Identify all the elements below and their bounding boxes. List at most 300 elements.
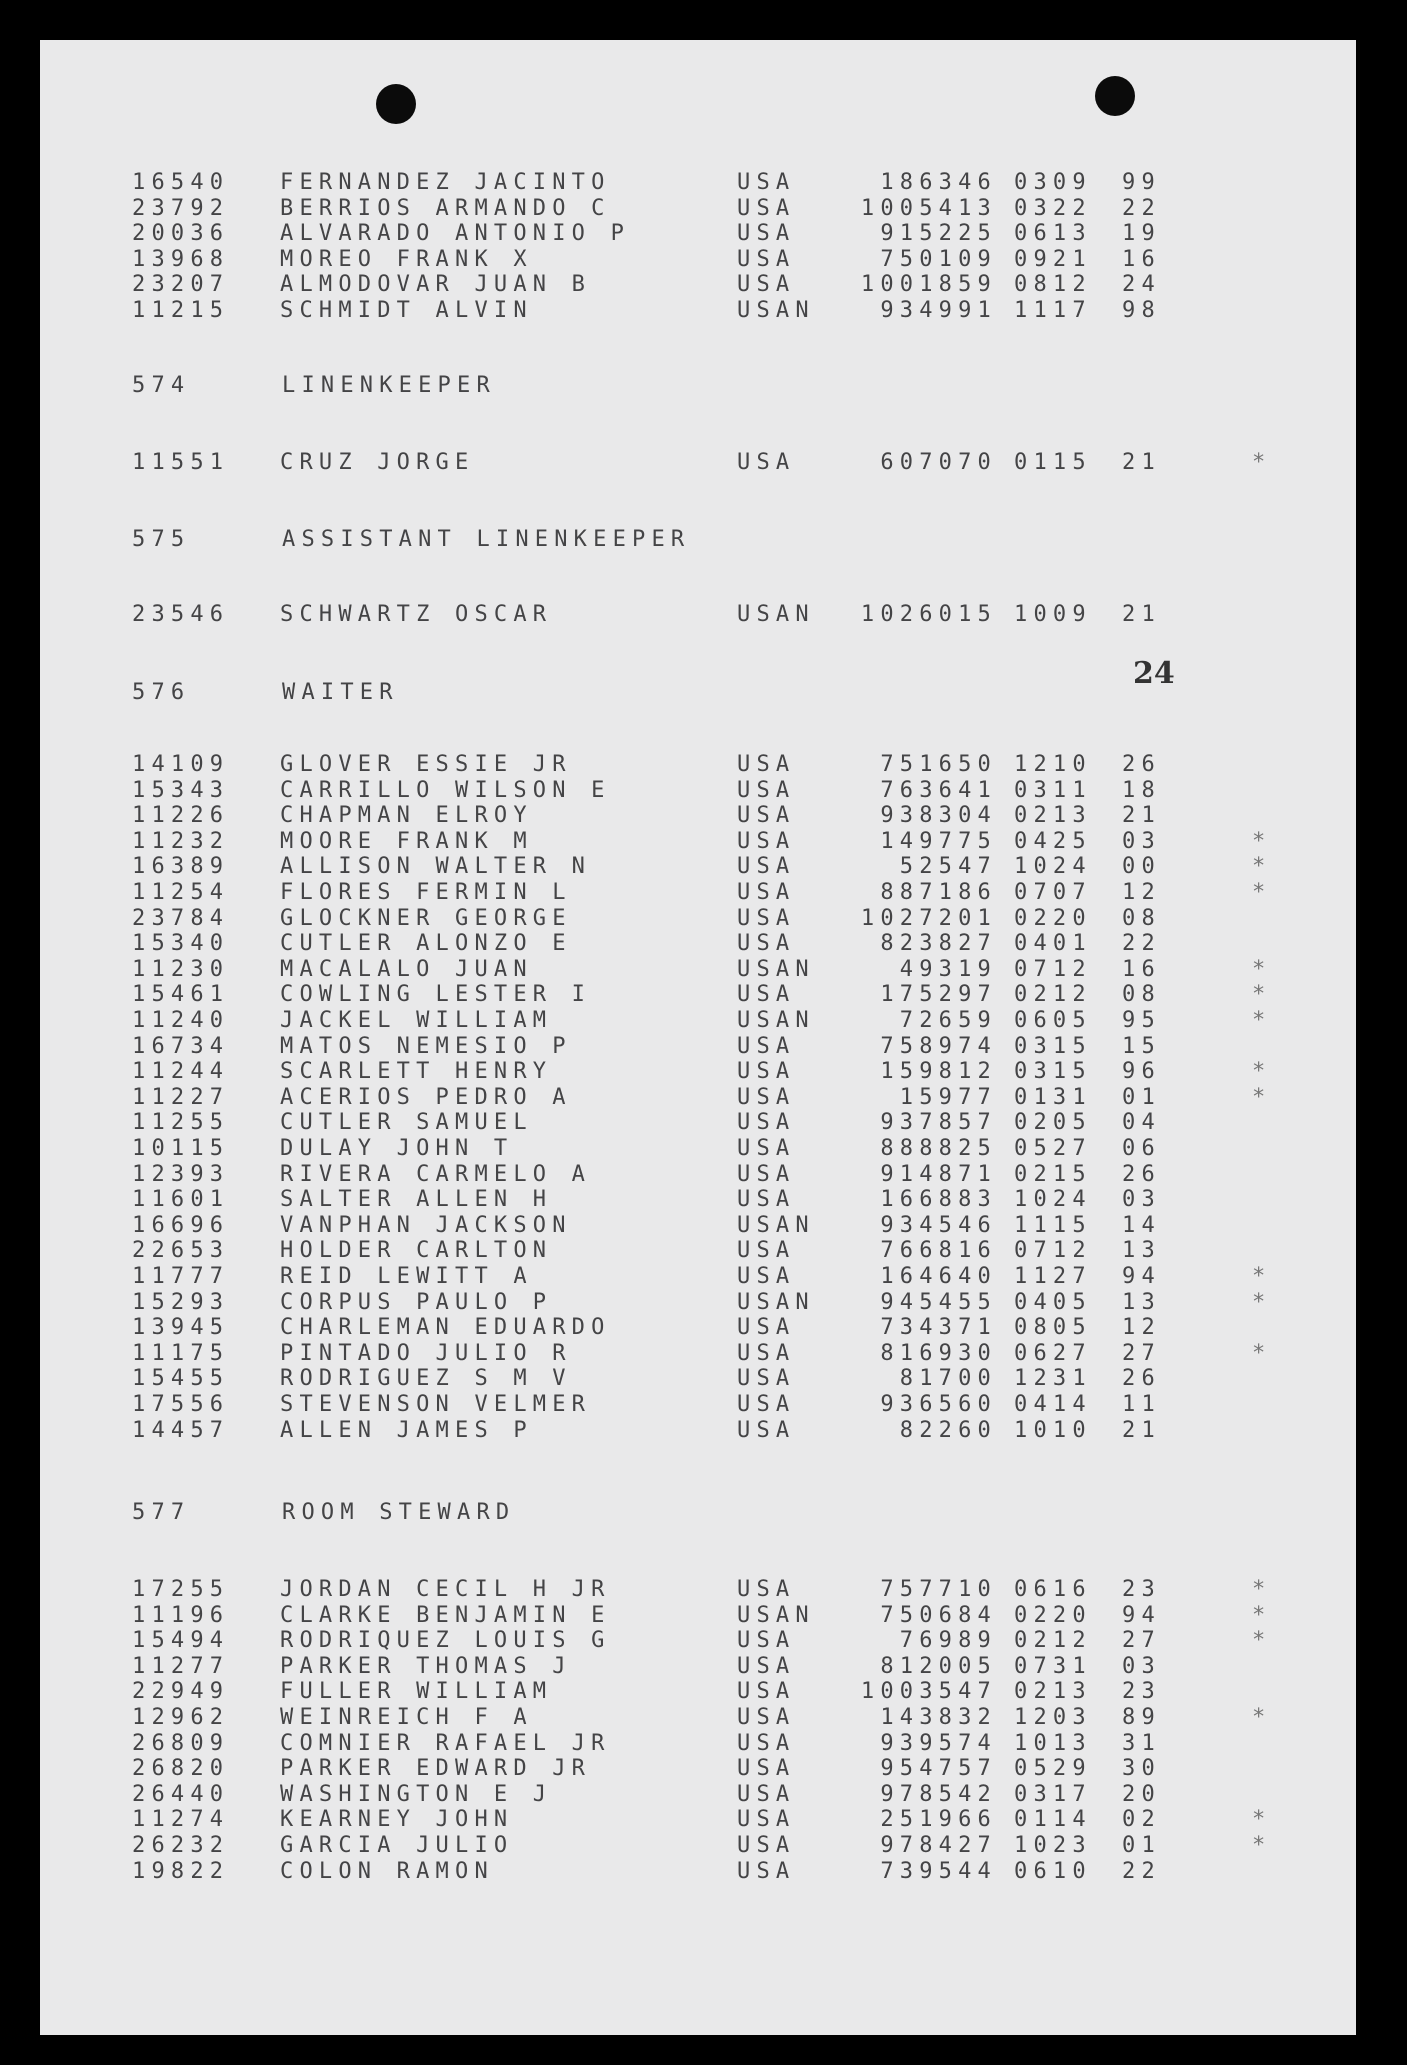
asterisk-mark: *	[1252, 854, 1272, 880]
section-code: 577	[132, 1500, 191, 1525]
document-number: 149775	[880, 828, 997, 854]
age-code: 15	[1122, 1033, 1161, 1059]
crew-id: 26809	[132, 1730, 230, 1756]
document-number: 186346	[880, 170, 997, 195]
crew-id: 17556	[132, 1392, 230, 1417]
crew-id: 11232	[132, 828, 230, 854]
crew-name: KEARNEY JOHN	[280, 1807, 514, 1833]
crew-name: COMNIER RAFAEL JR	[280, 1730, 611, 1756]
crew-name: SCHWARTZ OSCAR	[280, 602, 553, 627]
citizenship: USA	[737, 1653, 796, 1679]
date-code: 1024	[1014, 1187, 1092, 1213]
asterisk-mark: *	[1252, 828, 1272, 854]
section-code: 574	[132, 373, 191, 398]
date-code: 0712	[1014, 1238, 1092, 1264]
age-code: 04	[1122, 1110, 1161, 1136]
section-code: 576	[132, 680, 191, 705]
document-number: 607070	[880, 450, 997, 475]
document-number: 750109	[880, 246, 997, 272]
document-number: 812005	[880, 1653, 997, 1679]
date-code: 0131	[1014, 1084, 1092, 1110]
crew-id: 14457	[132, 1417, 230, 1443]
asterisk-mark: *	[1252, 880, 1272, 905]
age-code: 01	[1122, 1084, 1161, 1110]
crew-id: 15461	[132, 982, 230, 1008]
age-code: 13	[1122, 1238, 1161, 1264]
crew-name: SCARLETT HENRY	[280, 1059, 553, 1085]
date-code: 1013	[1014, 1730, 1092, 1756]
citizenship: USA	[737, 880, 796, 905]
crew-id: 10115	[132, 1136, 230, 1161]
crew-name: COLON RAMON	[280, 1858, 494, 1884]
crew-name: CRUZ JORGE	[280, 450, 475, 475]
asterisk-mark: *	[1252, 450, 1272, 475]
crew-id: 11240	[132, 1008, 230, 1033]
citizenship: USA	[737, 1781, 796, 1807]
date-code: 0414	[1014, 1392, 1092, 1417]
document-number: 49319	[899, 956, 997, 982]
crew-name: FERNANDEZ JACINTO	[280, 170, 611, 195]
crew-id: 11226	[132, 803, 230, 829]
citizenship: USA	[737, 1807, 796, 1833]
date-code: 1024	[1014, 854, 1092, 880]
date-code: 0613	[1014, 221, 1092, 247]
citizenship: USA	[737, 1628, 796, 1654]
section-title: ROOM STEWARD	[282, 1500, 516, 1525]
crew-id: 14109	[132, 752, 230, 777]
document-page	[40, 40, 1356, 2035]
document-number: 954757	[880, 1756, 997, 1782]
age-code: 03	[1122, 828, 1161, 854]
crew-id: 11227	[132, 1084, 230, 1110]
crew-id: 11551	[132, 450, 230, 475]
section-header-576	[132, 680, 399, 706]
crew-id: 12393	[132, 1161, 230, 1187]
citizenship: USA	[737, 905, 796, 931]
crew-name: VANPHAN JACKSON	[280, 1212, 572, 1238]
asterisk-mark: *	[1252, 982, 1272, 1008]
date-code: 0212	[1014, 982, 1092, 1008]
date-code: 0529	[1014, 1756, 1092, 1782]
document-number: 1026015	[860, 602, 997, 627]
crew-name: FLORES FERMIN L	[280, 880, 572, 905]
citizenship: USA	[737, 170, 796, 195]
document-number: 766816	[880, 1238, 997, 1264]
date-code: 1117	[1014, 298, 1092, 323]
date-code: 0311	[1014, 777, 1092, 803]
crew-id: 11777	[132, 1264, 230, 1289]
document-number: 1027201	[860, 905, 997, 931]
crew-name: MOORE FRANK M	[280, 828, 533, 854]
age-code: 31	[1122, 1730, 1161, 1756]
document-number: 159812	[880, 1059, 997, 1085]
date-code: 0707	[1014, 880, 1092, 905]
age-code: 24	[1122, 272, 1161, 298]
asterisk-mark: *	[1252, 1340, 1272, 1366]
document-number: 914871	[880, 1161, 997, 1187]
date-code: 1023	[1014, 1833, 1092, 1858]
date-code: 0212	[1014, 1628, 1092, 1654]
crew-name: CUTLER SAMUEL	[280, 1110, 533, 1136]
crew-id: 11215	[132, 298, 230, 323]
crew-name: SALTER ALLEN H	[280, 1187, 553, 1213]
citizenship: USA	[737, 1264, 796, 1289]
crew-name: JORDAN CECIL H JR	[280, 1577, 611, 1602]
crew-name: ACERIOS PEDRO A	[280, 1084, 572, 1110]
date-code: 0315	[1014, 1059, 1092, 1085]
citizenship: USA	[737, 1084, 796, 1110]
age-code: 03	[1122, 1187, 1161, 1213]
page-number: 24	[1133, 656, 1175, 691]
document-number: 734371	[880, 1315, 997, 1341]
document-number: 15977	[899, 1084, 997, 1110]
crew-name: BERRIOS ARMANDO C	[280, 195, 611, 221]
citizenship: USA	[737, 1136, 796, 1161]
citizenship: USA	[737, 1577, 796, 1602]
asterisk-mark: *	[1252, 1602, 1272, 1628]
asterisk-mark: *	[1252, 1289, 1272, 1315]
age-code: 26	[1122, 752, 1161, 777]
crew-name: MOREO FRANK X	[280, 246, 533, 272]
crew-id: 15343	[132, 777, 230, 803]
citizenship: USA	[737, 195, 796, 221]
citizenship: USA	[737, 854, 796, 880]
crew-name: HOLDER CARLTON	[280, 1238, 553, 1264]
date-code: 0610	[1014, 1858, 1092, 1884]
crew-name: WASHINGTON E J	[280, 1781, 553, 1807]
document-number: 934546	[880, 1212, 997, 1238]
date-code: 0527	[1014, 1136, 1092, 1161]
crew-id: 22949	[132, 1679, 230, 1705]
date-code: 0605	[1014, 1008, 1092, 1033]
crew-name: JACKEL WILLIAM	[280, 1008, 553, 1033]
citizenship: USA	[737, 1858, 796, 1884]
citizenship: USA	[737, 1705, 796, 1730]
date-code: 0317	[1014, 1781, 1092, 1807]
section-header-575	[132, 527, 691, 553]
crew-id: 11255	[132, 1110, 230, 1136]
crew-name: ALMODOVAR JUAN B	[280, 272, 592, 298]
document-number: 938304	[880, 803, 997, 829]
document-number: 72659	[899, 1008, 997, 1033]
citizenship: USA	[737, 1161, 796, 1187]
date-code: 0213	[1014, 803, 1092, 829]
asterisk-mark: *	[1252, 1084, 1272, 1110]
date-code: 0220	[1014, 1602, 1092, 1628]
date-code: 0322	[1014, 195, 1092, 221]
citizenship: USAN	[737, 298, 815, 323]
citizenship: USA	[737, 752, 796, 777]
crew-id: 20036	[132, 221, 230, 247]
crew-name: ALLEN JAMES P	[280, 1417, 533, 1443]
citizenship: USA	[737, 246, 796, 272]
citizenship: USA	[737, 450, 796, 475]
citizenship: USA	[737, 1679, 796, 1705]
document-number: 143832	[880, 1705, 997, 1730]
citizenship: USAN	[737, 1212, 815, 1238]
crew-name: CARRILLO WILSON E	[280, 777, 611, 803]
document-number: 757710	[880, 1577, 997, 1602]
document-number: 888825	[880, 1136, 997, 1161]
document-number: 1001859	[860, 272, 997, 298]
age-code: 23	[1122, 1577, 1161, 1602]
citizenship: USA	[737, 1238, 796, 1264]
age-code: 14	[1122, 1212, 1161, 1238]
citizenship: USA	[737, 982, 796, 1008]
age-code: 96	[1122, 1059, 1161, 1085]
citizenship: USA	[737, 1756, 796, 1782]
age-code: 26	[1122, 1366, 1161, 1392]
document-number: 751650	[880, 752, 997, 777]
age-code: 98	[1122, 298, 1161, 323]
age-code: 30	[1122, 1756, 1161, 1782]
crew-name: GARCIA JULIO	[280, 1833, 514, 1858]
document-number: 978427	[880, 1833, 997, 1858]
asterisk-mark: *	[1252, 1833, 1272, 1858]
crew-id: 11277	[132, 1653, 230, 1679]
age-code: 22	[1122, 1858, 1161, 1884]
age-code: 19	[1122, 221, 1161, 247]
crew-id: 16540	[132, 170, 230, 195]
document-number: 164640	[880, 1264, 997, 1289]
age-code: 12	[1122, 1315, 1161, 1341]
age-code: 89	[1122, 1705, 1161, 1730]
document-number: 750684	[880, 1602, 997, 1628]
crew-name: PARKER EDWARD JR	[280, 1756, 592, 1782]
citizenship: USAN	[737, 602, 815, 627]
date-code: 0115	[1014, 450, 1092, 475]
document-number: 978542	[880, 1781, 997, 1807]
crew-id: 11254	[132, 880, 230, 905]
section-header-574	[132, 373, 496, 399]
document-number: 939574	[880, 1730, 997, 1756]
age-code: 95	[1122, 1008, 1161, 1033]
crew-name: PINTADO JULIO R	[280, 1340, 572, 1366]
age-code: 06	[1122, 1136, 1161, 1161]
document-number: 758974	[880, 1033, 997, 1059]
crew-name: GLOVER ESSIE JR	[280, 752, 572, 777]
crew-id: 16389	[132, 854, 230, 880]
crew-name: GLOCKNER GEORGE	[280, 905, 572, 931]
age-code: 99	[1122, 170, 1161, 195]
crew-id: 19822	[132, 1858, 230, 1884]
age-code: 16	[1122, 956, 1161, 982]
date-code: 1231	[1014, 1366, 1092, 1392]
age-code: 13	[1122, 1289, 1161, 1315]
date-code: 0921	[1014, 246, 1092, 272]
age-code: 21	[1122, 450, 1161, 475]
crew-name: MATOS NEMESIO P	[280, 1033, 572, 1059]
date-code: 1115	[1014, 1212, 1092, 1238]
crew-name: CLARKE BENJAMIN E	[280, 1602, 611, 1628]
section-title: ASSISTANT LINENKEEPER	[282, 527, 691, 552]
crew-name: ALVARADO ANTONIO P	[280, 221, 631, 247]
crew-id: 16734	[132, 1033, 230, 1059]
crew-id: 23207	[132, 272, 230, 298]
section-code: 575	[132, 527, 191, 552]
punch-hole-right	[1095, 76, 1135, 116]
crew-name: CUTLER ALONZO E	[280, 931, 572, 957]
document-number: 81700	[899, 1366, 997, 1392]
date-code: 1010	[1014, 1417, 1092, 1443]
date-code: 1009	[1014, 602, 1092, 627]
citizenship: USA	[737, 931, 796, 957]
document-number: 823827	[880, 931, 997, 957]
age-code: 21	[1122, 602, 1161, 627]
age-code: 01	[1122, 1833, 1161, 1858]
asterisk-mark: *	[1252, 1705, 1272, 1730]
age-code: 03	[1122, 1653, 1161, 1679]
crew-name: PARKER THOMAS J	[280, 1653, 572, 1679]
document-number: 82260	[899, 1417, 997, 1443]
asterisk-mark: *	[1252, 1628, 1272, 1654]
citizenship: USA	[737, 1417, 796, 1443]
crew-name: CORPUS PAULO P	[280, 1289, 553, 1315]
document-number: 1003547	[860, 1679, 997, 1705]
crew-id: 17255	[132, 1577, 230, 1602]
crew-id: 26440	[132, 1781, 230, 1807]
citizenship: USA	[737, 1366, 796, 1392]
age-code: 08	[1122, 982, 1161, 1008]
citizenship: USA	[737, 1730, 796, 1756]
document-number: 175297	[880, 982, 997, 1008]
date-code: 0425	[1014, 828, 1092, 854]
citizenship: USA	[737, 777, 796, 803]
age-code: 22	[1122, 195, 1161, 221]
document-number: 763641	[880, 777, 997, 803]
crew-name: CHARLEMAN EDUARDO	[280, 1315, 611, 1341]
citizenship: USA	[737, 221, 796, 247]
crew-name: ALLISON WALTER N	[280, 854, 592, 880]
crew-id: 11244	[132, 1059, 230, 1085]
age-code: 94	[1122, 1264, 1161, 1289]
date-code: 0731	[1014, 1653, 1092, 1679]
punch-hole-left	[376, 84, 416, 124]
date-code: 1210	[1014, 752, 1092, 777]
crew-id: 15340	[132, 931, 230, 957]
asterisk-mark: *	[1252, 1059, 1272, 1085]
crew-name: WEINREICH F A	[280, 1705, 533, 1730]
crew-id: 15494	[132, 1628, 230, 1654]
crew-name: REID LEWITT A	[280, 1264, 533, 1289]
date-code: 1203	[1014, 1705, 1092, 1730]
date-code: 0712	[1014, 956, 1092, 982]
date-code: 0805	[1014, 1315, 1092, 1341]
date-code: 0213	[1014, 1679, 1092, 1705]
date-code: 0405	[1014, 1289, 1092, 1315]
date-code: 0812	[1014, 272, 1092, 298]
crew-id: 26232	[132, 1833, 230, 1858]
age-code: 26	[1122, 1161, 1161, 1187]
citizenship: USA	[737, 1392, 796, 1417]
crew-id: 11175	[132, 1340, 230, 1366]
citizenship: USAN	[737, 1008, 815, 1033]
asterisk-mark: *	[1252, 1807, 1272, 1833]
age-code: 02	[1122, 1807, 1161, 1833]
document-number: 945455	[880, 1289, 997, 1315]
date-code: 0616	[1014, 1577, 1092, 1602]
crew-id: 15293	[132, 1289, 230, 1315]
date-code: 0215	[1014, 1161, 1092, 1187]
crew-id: 11230	[132, 956, 230, 982]
age-code: 94	[1122, 1602, 1161, 1628]
document-number: 1005413	[860, 195, 997, 221]
date-code: 0627	[1014, 1340, 1092, 1366]
citizenship: USAN	[737, 1289, 815, 1315]
crew-id: 13968	[132, 246, 230, 272]
age-code: 16	[1122, 246, 1161, 272]
crew-id: 11196	[132, 1602, 230, 1628]
crew-id: 16696	[132, 1212, 230, 1238]
date-code: 0401	[1014, 931, 1092, 957]
crew-id: 11274	[132, 1807, 230, 1833]
crew-name: FULLER WILLIAM	[280, 1679, 553, 1705]
crew-name: DULAY JOHN T	[280, 1136, 514, 1161]
document-number: 166883	[880, 1187, 997, 1213]
crew-id: 22653	[132, 1238, 230, 1264]
document-number: 936560	[880, 1392, 997, 1417]
date-code: 0205	[1014, 1110, 1092, 1136]
document-number: 915225	[880, 221, 997, 247]
age-code: 11	[1122, 1392, 1161, 1417]
age-code: 08	[1122, 905, 1161, 931]
citizenship: USA	[737, 1110, 796, 1136]
crew-name: COWLING LESTER I	[280, 982, 592, 1008]
crew-id: 15455	[132, 1366, 230, 1392]
date-code: 0309	[1014, 170, 1092, 195]
crew-name: RIVERA CARMELO A	[280, 1161, 592, 1187]
age-code: 27	[1122, 1628, 1161, 1654]
asterisk-mark: *	[1252, 1008, 1272, 1033]
citizenship: USA	[737, 1315, 796, 1341]
crew-name: STEVENSON VELMER	[280, 1392, 592, 1417]
crew-id: 23784	[132, 905, 230, 931]
age-code: 27	[1122, 1340, 1161, 1366]
citizenship: USA	[737, 828, 796, 854]
date-code: 1127	[1014, 1264, 1092, 1289]
crew-id: 11601	[132, 1187, 230, 1213]
citizenship: USA	[737, 1187, 796, 1213]
asterisk-mark: *	[1252, 1577, 1272, 1602]
age-code: 21	[1122, 1417, 1161, 1443]
citizenship: USAN	[737, 956, 815, 982]
document-number: 937857	[880, 1110, 997, 1136]
crew-name: RODRIQUEZ LOUIS G	[280, 1628, 611, 1654]
citizenship: USA	[737, 272, 796, 298]
citizenship: USAN	[737, 1602, 815, 1628]
citizenship: USA	[737, 803, 796, 829]
age-code: 18	[1122, 777, 1161, 803]
section-header-577	[132, 1500, 516, 1526]
crew-name: MACALALO JUAN	[280, 956, 533, 982]
asterisk-mark: *	[1252, 956, 1272, 982]
crew-id: 13945	[132, 1315, 230, 1341]
crew-id: 23546	[132, 602, 230, 627]
citizenship: USA	[737, 1059, 796, 1085]
document-number: 816930	[880, 1340, 997, 1366]
date-code: 0114	[1014, 1807, 1092, 1833]
document-number: 52547	[899, 854, 997, 880]
age-code: 00	[1122, 854, 1161, 880]
age-code: 12	[1122, 880, 1161, 905]
citizenship: USA	[737, 1033, 796, 1059]
section-title: WAITER	[282, 680, 399, 705]
section-title: LINENKEEPER	[282, 373, 496, 398]
age-code: 22	[1122, 931, 1161, 957]
asterisk-mark: *	[1252, 1264, 1272, 1289]
crew-id: 23792	[132, 195, 230, 221]
date-code: 0220	[1014, 905, 1092, 931]
